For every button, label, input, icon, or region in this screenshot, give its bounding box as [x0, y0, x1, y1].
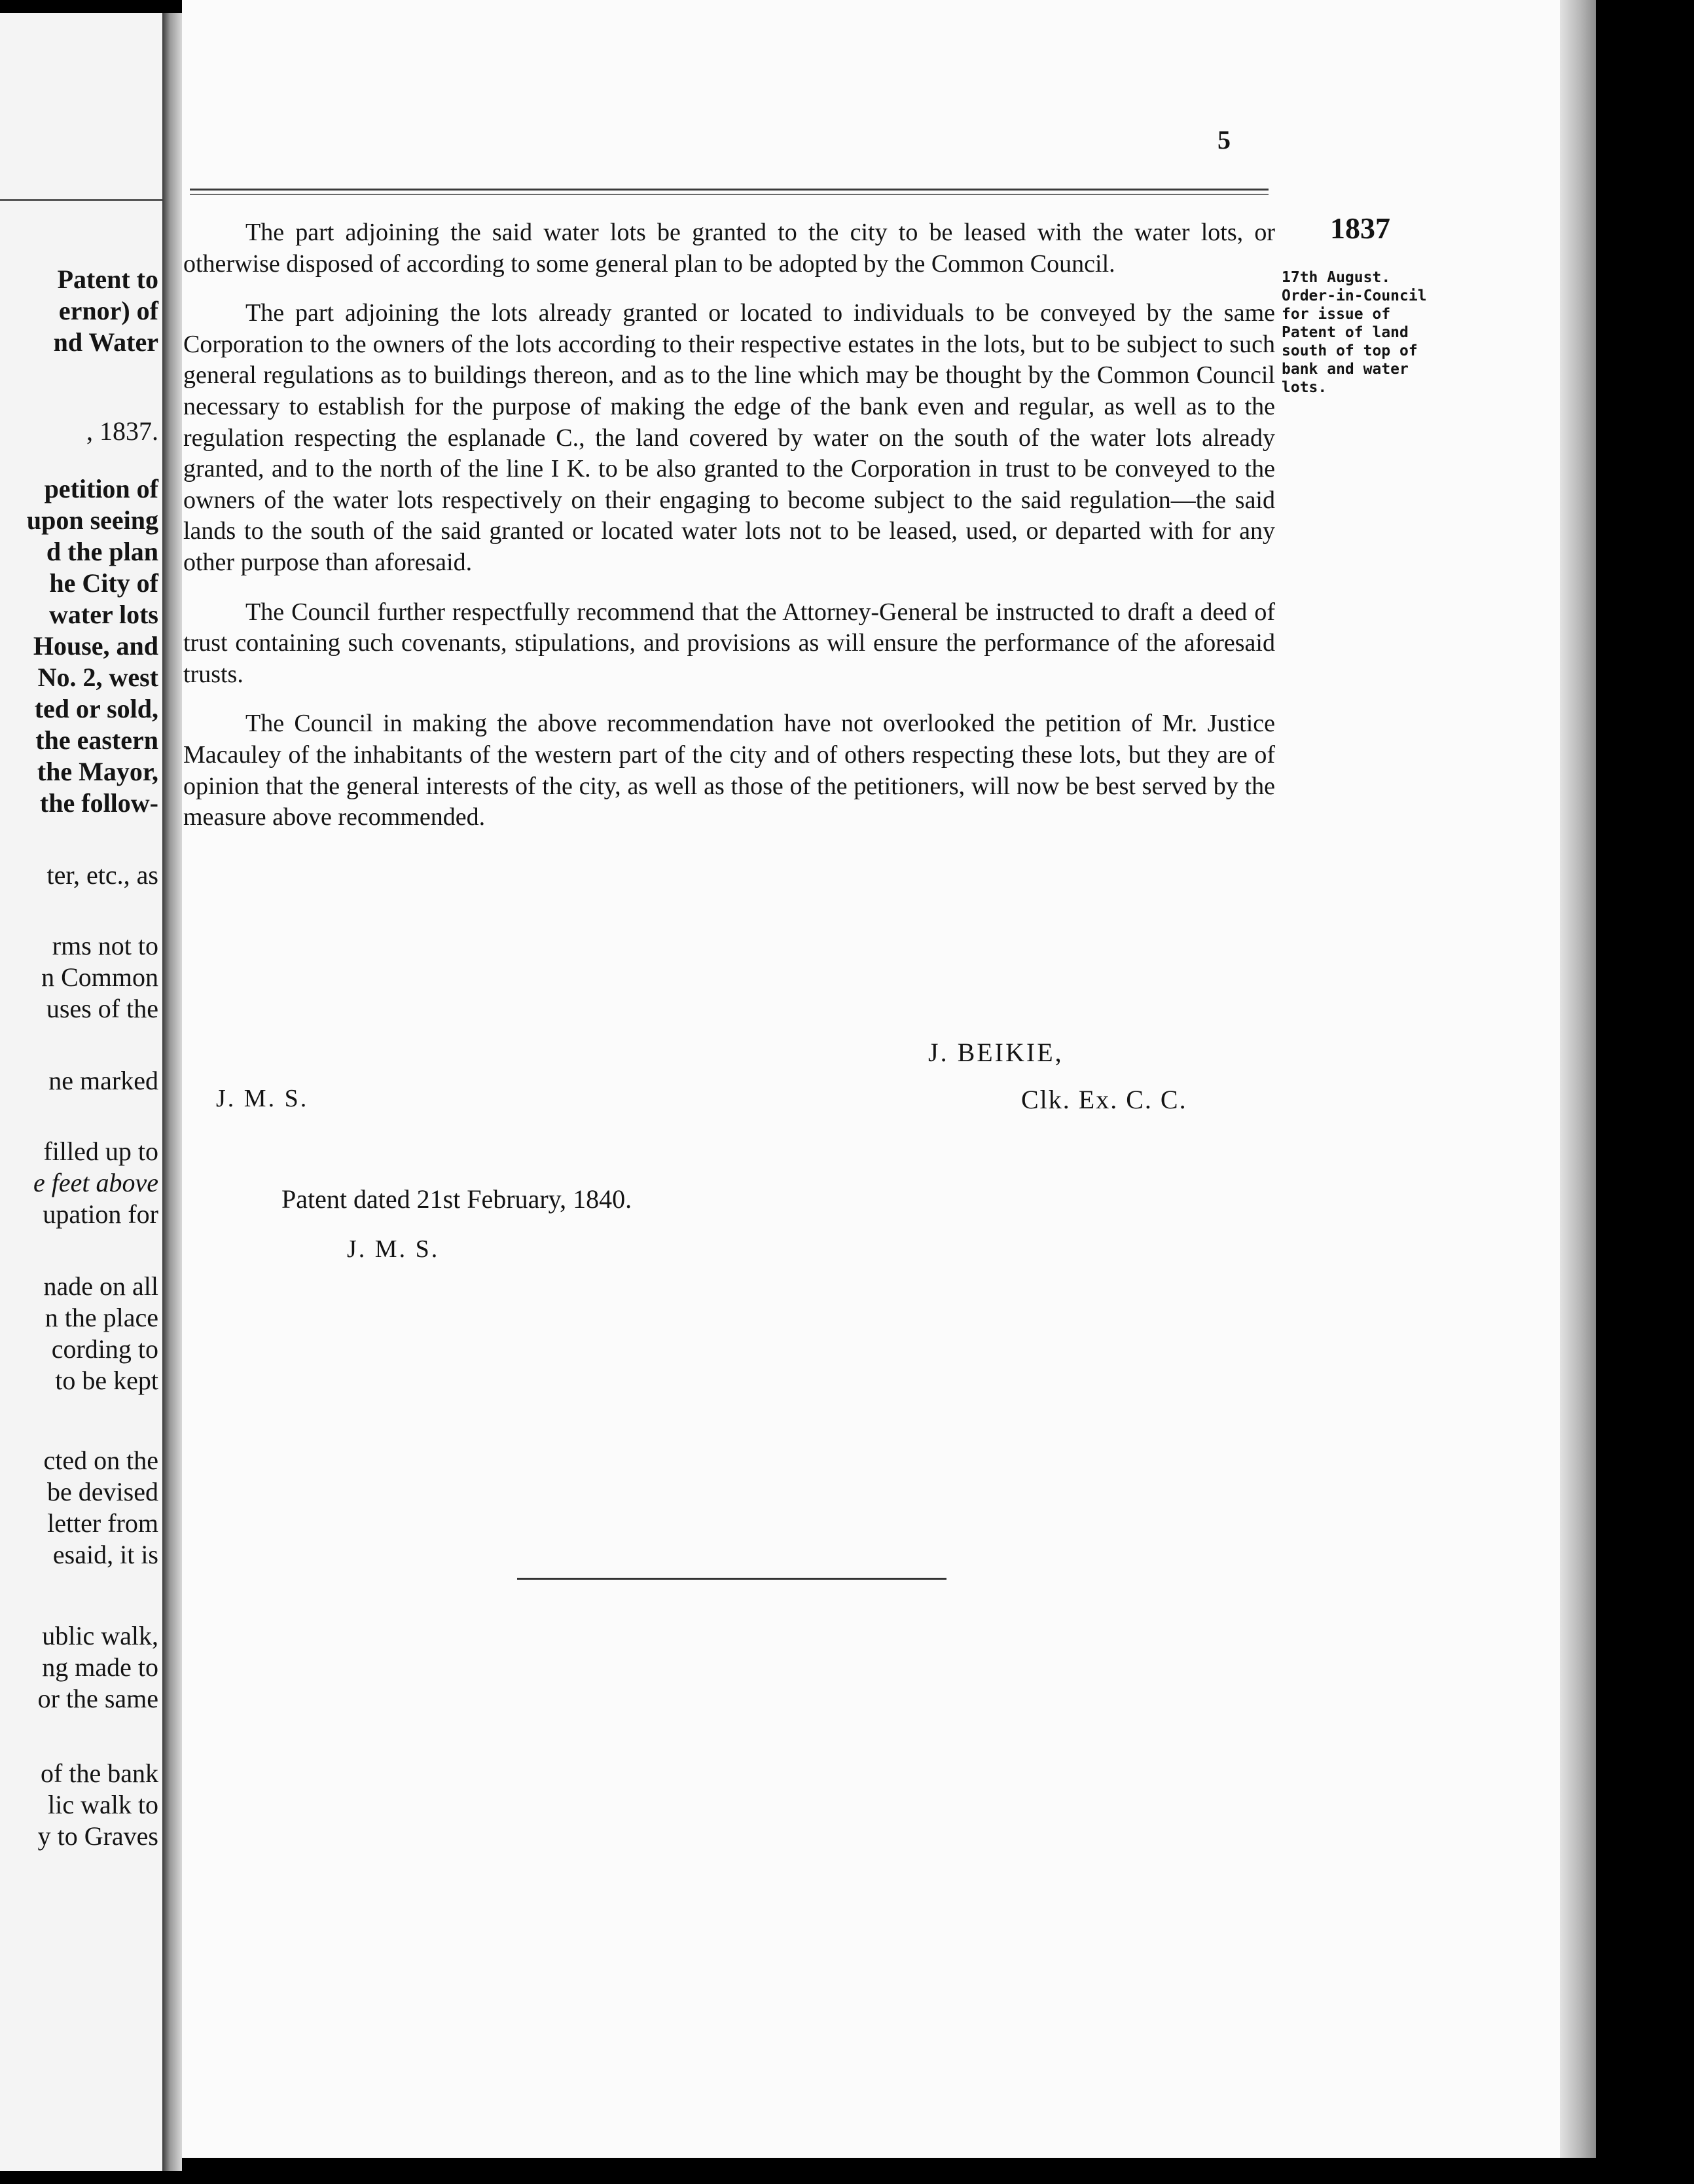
- facing-page-line: ng made to: [42, 1652, 158, 1682]
- facing-page-line: rms not to: [52, 931, 158, 960]
- facing-page-line: of the bank: [41, 1758, 158, 1788]
- margin-note-line: for issue of: [1282, 306, 1391, 323]
- facing-page-line: nd Water: [53, 327, 158, 357]
- facing-page-line: upon seeing: [26, 505, 158, 535]
- facing-page-line: uses of the: [46, 994, 158, 1023]
- facing-page-line: d the plan: [46, 537, 158, 566]
- facing-page-line: the eastern: [35, 725, 158, 755]
- page-number: 5: [1217, 125, 1231, 155]
- facing-page-line: upation for: [43, 1199, 158, 1229]
- signatory-initials: J. M. S.: [216, 1085, 309, 1112]
- patent-initials: J. M. S.: [347, 1235, 440, 1263]
- facing-page-line: ted or sold,: [34, 694, 158, 723]
- main-text: [183, 217, 1275, 852]
- signatory-name: J. BEIKIE,: [928, 1038, 1064, 1067]
- margin-note-line: lots.: [1282, 379, 1327, 396]
- facing-page-line: n the place: [45, 1303, 158, 1332]
- page-edge-shadow: [1560, 0, 1596, 2158]
- paragraph: The part adjoining the lots already granted or located to individuals to be conveyed by the same Corporation to the owners of the lots according to their respective estates in the lots, but to be subject to such general regulations as to buildings thereon, and as to the line which may be thought by the Common Council necessary to establish for the purpose of making the edge of the bank even and regular, as well as to the regulation respecting the esplanade C., the land covered by water on the south of the water lots already granted, and to the north of the line I K. to be also granted to the Corporation in trust to be conveyed to the owners of the water lots respectively on their engaging to become subject to the said regulation—the said lands to the south of the said granted or located water lots not to be leased, used, or departed with for any other purpose than aforesaid.: [183, 299, 1275, 576]
- margin-note-line: Patent of land: [1282, 324, 1409, 341]
- facing-page-line: esaid, it is: [52, 1540, 158, 1569]
- facing-page-line: No. 2, west: [37, 663, 158, 692]
- facing-page-line: to be kept: [55, 1366, 158, 1395]
- signatory-title: Clk. Ex. C. C.: [1021, 1085, 1187, 1114]
- margin-note-line: bank and water: [1282, 361, 1409, 378]
- facing-page-line: nade on all: [43, 1271, 158, 1301]
- facing-page-line: , 1837.: [86, 416, 158, 446]
- facing-page-line: ne marked: [48, 1066, 158, 1095]
- margin-year: 1837: [1330, 211, 1390, 245]
- facing-page-line: Patent to: [57, 264, 158, 294]
- margin-note-line: Order-in-Council: [1282, 287, 1427, 304]
- paragraph: The Council in making the above recommendation have not overlooked the petition of Mr. Justice Macauley of the inhabitants of the western part of the city and of others respecting these lots, but they are of opinion that the general interests of the city, as well as those of the petitioners, will now be best served by the measure above recommended.: [183, 710, 1275, 831]
- facing-page-line: be devised: [47, 1477, 158, 1506]
- facing-page-line: e feet above: [33, 1168, 158, 1197]
- end-rule: [517, 1578, 946, 1580]
- paragraph: The Council further respectfully recommend that the Attorney-General be instructed to draft a deed of trust containing such covenants, stipulations, and provisions as will ensure the performance of the aforesaid trusts.: [183, 598, 1275, 688]
- facing-page-line: ter, etc., as: [46, 860, 158, 890]
- facing-page-line: petition of: [44, 474, 158, 503]
- margin-note-line: 17th August.: [1282, 269, 1391, 286]
- facing-page-line: filled up to: [43, 1137, 158, 1166]
- facing-page-line: or the same: [37, 1684, 158, 1713]
- facing-page-line: water lots: [49, 600, 158, 629]
- facing-page-line: lic walk to: [48, 1790, 158, 1819]
- margin-note-line: south of top of: [1282, 342, 1418, 359]
- facing-page-fragment: [0, 13, 162, 2171]
- facing-page-line: n Common: [41, 962, 158, 992]
- facing-page-line: ublic walk,: [42, 1621, 158, 1650]
- facing-page-line: y to Graves: [37, 1821, 158, 1851]
- facing-page-line: he City of: [49, 568, 158, 598]
- facing-page-line: letter from: [47, 1508, 158, 1538]
- patent-date: Patent dated 21st February, 1840.: [281, 1184, 632, 1214]
- facing-page-line: ernor) of: [58, 296, 158, 325]
- paragraph: The part adjoining the said water lots be granted to the city to be leased with the water lots, or otherwise disposed of according to some general plan to be adopted by the Common Council.: [183, 219, 1275, 278]
- facing-page-line: cording to: [51, 1334, 158, 1364]
- book-gutter: [162, 13, 182, 2171]
- facing-page-line: House, and: [33, 631, 158, 661]
- facing-page-rule: [0, 199, 162, 201]
- header-rule: [190, 189, 1269, 195]
- facing-page-line: the follow-: [39, 788, 158, 818]
- margin-note: [1282, 268, 1453, 397]
- facing-page-line: the Mayor,: [37, 757, 158, 786]
- facing-page-line: cted on the: [43, 1446, 158, 1475]
